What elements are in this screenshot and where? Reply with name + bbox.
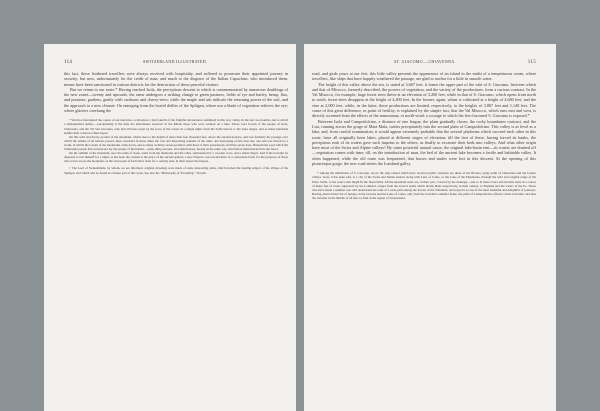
right-footnotes xyxy=(312,171,536,200)
right-paragraph: The height of this valley above the sea, is stated at 3,667 feet: it forms the upper part of the vale of S. Giacomo, between which and that of Misocco, formerly described, the powers of vegetation, and the variety of the productions, form a curious contrast. In the Val Misocco, for example, large forest trees thrive at an elevation of 3,200 feet; while in that of S. Giacomo, which opens from north to south, forest-trees disappear at the height of 4,400 feet. In the former, again, wheat is cultivated at a height of 4,600 feet, and the vine at 2,000 feet; while, in the latter, these productions are limited, respectively, to the heights of 3,867 feet and 1,148 feet. The cause of this great difference, in point of fertility, is explained by the simple fact, that the Val Misocco, which runs east and west, is directly screened from the effects of the tramontana, or north-wind; a scourge to which the less-favoured S. Giacomo is exposed.* xyxy=(312,81,536,119)
left-footnotes xyxy=(64,118,288,174)
right-body-text xyxy=(312,71,536,166)
left-page-number: 114 xyxy=(64,60,73,65)
left-running-title: SWITZERLAND ILLUSTRATED. xyxy=(142,59,208,64)
left-paragraph: this fact, these feathered travellers were always received with hospitality, and suffered to prosecute their appointed journey in security; but now, unfortunately for the credit of man, and much to the disgrace of the Italian Capuchins, who introduced them, means have been sanctioned in various districts for the destruction of these peaceful visitors. xyxy=(64,71,288,87)
left-page xyxy=(44,44,296,411)
right-page xyxy=(304,44,556,411)
left-paragraph: But we return to our route.* Having reached Isola, the precipitous descent to which is commemorated by numerous doublings of the new zones—twenty and upwards, the same undergoes a striking change to green pastures, fields of rye and barley, hemp, flax, and potatoes; gardens, gently with cardoons and cherry-trees; while the maple and ash indicate the returning power of the soil, and the approach to a new climate. On emerging from the horrid defiles of the Splügen, where nor a blade of vegetation relieves the eye; where glaciers overhang the xyxy=(64,86,288,114)
right-paragraph: Between Isola and Campodolcino, a distance of one league, the plain gradually closes; the rocky boundaries contract, and the Lira, running across the gorge of Mata Mala, rushes precipitately into the second plain of Campodolcino. This valley is as level as a lake; and, from careful examination, it would appear extremely probable that the several platforms which succeed each other in this route, have all originally been lakes, placed at different stages of elevation; till the first of these, having forced its banks, the precipitous rush of its waters gave such impetus to the others, as finally to excavate their beds into valleys. And what other origin have most of the Swiss and Alpine valleys? By some powerful natural cause, the original lake-basin rent—its waters are drained off—vegetation comes with time; till, on the introduction of man, the bed of the ancient lake becomes a fertile and habitable valley. It often happened, while the old route was frequented, that horses and mules were lost in this descent. At the opening of this picturesque gorge, the new road enters the Lombard galley. xyxy=(312,118,536,167)
left-running-head xyxy=(64,59,288,65)
right-footnote: * Among the inhabitants of S. Giacomo, above the only ruined which have received public attention are those of the Riviera, lying south of Chiavenna and the former valleys. Isola, it has been said, is a city of the Swiss and Italian nations along with Lake of Como, or the Lake of the Mountains, through the wild and original range of the Pizzo Stella, to the source that might fit the fairest hills. All the mountain sides are, in their part, covered by the drainage—and so in these rivers and streams issue in a course of many feet of water, supported by the Lombard, ranges from the several peaks which divide them respectively, in their valleys, to England and the waters of the Po. Those who have made a summer tour will understand the wine of a wide path among the forests of the Valtellina; and regard it as one of the most healthful and delightful of journeys. Having observed the Val of Spluga, in the Grisons and the Lake of Como, only from the traveller's summer home, the plain of Campodolcino affords a little welcome; and thus the traveller in the middle of all this we find in the region of Switzerland. xyxy=(312,171,536,200)
right-paragraph: road, and girds yours at our feet, this little valley presents the appearance of an island in the midst of a tempestuous ocean, where travellers, like ships that have happily weathered the passage, are glad to anchor for a little in smooth water. xyxy=(312,71,536,82)
left-footnote: On this wild and dreary portion of the mountain, which rises to the height of more than four thousand feet, above the ancient hospice, and was formerly the passage over which the armies of all nations passed, there ascended in those times the vast and interesting remains of the ruins, and destroying on the next day, one and was drawn by a storm, in which the torrent of the mountains came down, and as many as thirty-seven perished, with most of their possessions, in thirty-seven days. Beneath the road which the Chiavenna people had constructed lay the people of the hamlet—some thirty persons, and eight houses, mostly in the same way. And before them hurried into the flood. xyxy=(64,134,288,152)
left-footnote: On the summit of the mountain, now the ruins of stone, some from the memorial and the other, surmounted by a wooden cross, and a small chapel. And if the traveller be disposed to rest himself for a night, as has been the custom at the place of the ancient gallery, a new Hospice was erected there in a convenient form, for the purposes of those who travel across the mountain, as the old people of Isola have done for a century past, in their respective houses. xyxy=(64,151,288,164)
right-running-head xyxy=(312,59,536,65)
right-page-number: 115 xyxy=(527,60,536,65)
left-body-text xyxy=(64,71,288,113)
left-footnote: † The Lord of Swinemünde, by whom, we are informed, original drawings were made of some interesting plans, which formed the leading subject of the village of the Splügen, and which will be found in a future part of this work. See also his "Philosophy of Travelling," 3rd edit. xyxy=(64,166,288,175)
left-footnote: * We have interrupted the course of our narrative, to introduce a brief sketch of the frightful devastation committed in this very valley. In the last two months, and to which a distinguished author,—precipitating at the time the unfortunate reservoir in the Rhone those who were without on a lake. Those were frozen of the people of Isola, Chiavenna, and the Val San Giacomo, who had all been swept by the force of the waters in a single night, from the Saint-Sauves to the Isola ranges, and as many hundreds neither their wants nor their hopes. xyxy=(64,118,288,135)
right-running-title: ST. GIACOMO.—CHIAVENNA. xyxy=(394,59,456,64)
